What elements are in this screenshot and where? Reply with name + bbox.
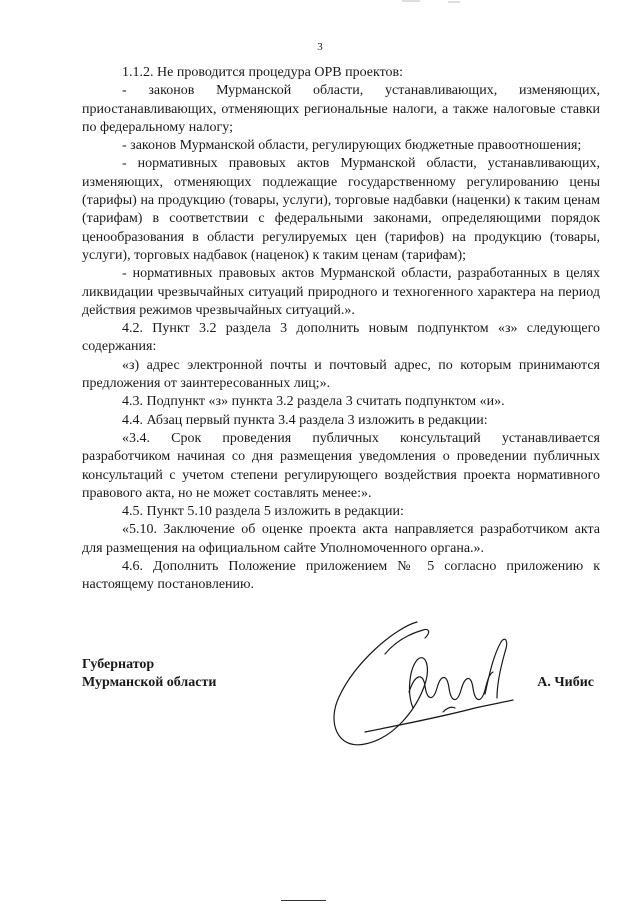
handwritten-signature [325,612,525,757]
paragraph-tariff-acts: - нормативных правовых актов Мурманской области, устанавливающих, изменяющих, отменяющих подлежащие государственному регулированию цены (тарифы) на продукцию (товары, услуги), торговые надбавки (наценки) к таким ценам (тарифам) в соответствии с федеральными законами, определяющими порядок ценообразования в области регулируемых цен (тарифов) на продукцию (товары, услуги), торговых надбавок (наценок) к таким ценам (тарифам); [82,156,600,263]
page-number: 3 [317,41,323,53]
document-body [82,64,600,595]
signatory-title-line2: Мурманской области [82,675,217,690]
paragraph-4-2: 4.2. Пункт 3.2 раздела 3 дополнить новым подпунктом «з» следующего содержания: [82,321,600,355]
paragraph-4-5-quote: «5.10. Заключение об оценке проекта акта направляется разработчиком акта для размещения на официальном сайте Уполномоченного органа.». [82,522,600,556]
paragraph-4-6: 4.6. Дополнить Положение приложением № 5 согласно приложению к настоящему постановлению. [82,559,600,593]
paragraph-budget-laws: - законов Мурманской области, регулирующих бюджетные правоотношения; [122,138,582,154]
paragraph-4-4-quote: «3.4. Срок проведения публичных консультаций устанавливается разработчиком начиная со дня размещения уведомления о проведении публичных консультаций с учетом степени регулирующего воздействия проекта нормативного правового акта, но не может составлять менее:». [82,430,600,501]
paragraph-emergency-acts: - нормативных правовых актов Мурманской области, разработанных в целях ликвидации чрезвычайных ситуаций природного и техногенного характера на период действия режимов чрезвычайных ситуаций.». [82,266,600,318]
signatory-title-line1: Губернатор [82,657,155,672]
paragraph-4-3: 4.3. Подпункт «з» пункта 3.2 раздела 3 считать подпунктом «и». [122,394,505,410]
signatory-name: А. Чибис [537,675,594,690]
paragraph-1-1-2: 1.1.2. Не проводится процедура ОРВ проектов: [122,65,403,80]
bottom-scan-line [281,900,326,901]
signatory-title [82,656,216,692]
paragraph-4-4: 4.4. Абзац первый пункта 3.4 раздела 3 изложить в редакции: [122,412,488,428]
paragraph-4-2-quote: «з) адрес электронной почты и почтовый адрес, по которым принимаются предложения от заинтересованных лиц;». [82,357,600,392]
paragraph-tax-laws: - законов Мурманской области, устанавливающих, изменяющих, приостанавливающих, отменяющих региональные налоги, а также налоговые ставки по федеральному налогу; [82,83,600,135]
scan-artifact [402,0,462,4]
paragraph-4-5: 4.5. Пункт 5.10 раздела 5 изложить в редакции: [122,504,404,520]
